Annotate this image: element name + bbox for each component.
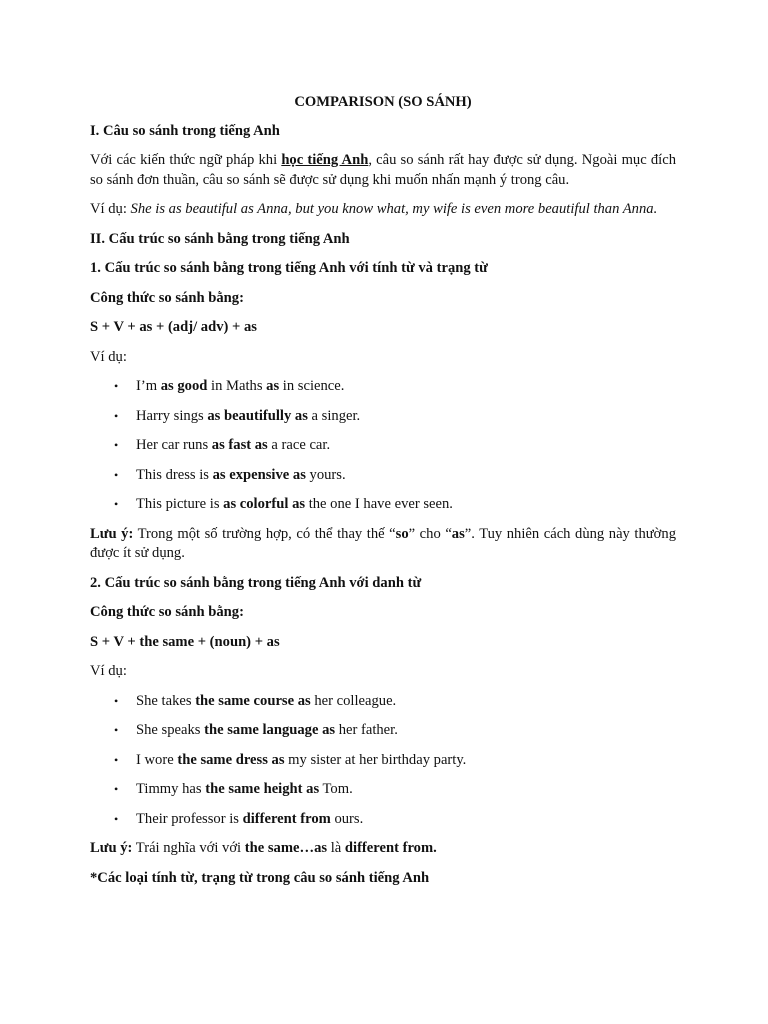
intro-text-before: Với các kiến thức ngữ pháp khi <box>90 152 282 168</box>
section-2-heading: II. Cấu trúc so sánh bằng trong tiếng Anh <box>90 230 350 247</box>
list-item: • Her car runs as fast as a race car. <box>114 436 676 456</box>
bullet-icon: • <box>114 782 119 796</box>
example-sentence: She is as beautiful as Anna, but you know what, my wife is even more beautiful than Anna. <box>130 201 658 217</box>
list-item: • Their professor is different from ours. <box>114 810 676 830</box>
list-item: • She speaks the same language as her father. <box>114 721 676 741</box>
bullet-icon: • <box>114 693 119 708</box>
intro-text-after: , câu so sánh rất hay được sử dụng. Ngoài mục đích so sánh đơn thuần, câu so sánh sẽ được sử dụng khi muốn nhấn mạnh ý trong câu. <box>90 152 676 188</box>
example-label: Ví dụ: <box>90 201 131 217</box>
section-1-heading: I. Câu so sánh trong tiếng Anh <box>90 122 280 139</box>
bullet-icon: • <box>114 752 119 767</box>
bullet-icon: • <box>114 438 119 452</box>
list-item: • Timmy has the same height as Tom. <box>114 780 676 800</box>
list-item: • She takes the same course as her colleague. <box>114 692 676 712</box>
bullet-icon: • <box>114 379 119 393</box>
note-label: Lưu ý: <box>90 840 133 856</box>
subsection-1-formula-label: Công thức so sánh bằng: <box>90 289 244 306</box>
section-1-example <box>90 200 676 220</box>
bullet-icon: • <box>114 811 119 826</box>
list-item: • I wore the same dress as my sister at her birthday party. <box>114 751 676 771</box>
subsection-1-note: Lưu ý: Trong một số trường hợp, có thể thay thế “so” cho “as”. Tuy nhiên cách dùng này thường được ít sử dụng. <box>90 525 676 561</box>
list-item: • Harry sings as beautifully as a singer. <box>114 407 676 427</box>
closing-heading: *Các loại tính từ, trạng từ trong câu so sánh tiếng Anh <box>90 869 430 886</box>
list-item: • This picture is as colorful as the one I have ever seen. <box>114 495 676 515</box>
hoc-tieng-anh-link[interactable]: học tiếng Anh <box>281 152 369 168</box>
bullet-icon: • <box>114 497 119 511</box>
section-1-intro <box>90 151 676 190</box>
subsection-2-note: Lưu ý: Trái nghĩa với với the same…as là different from. <box>90 840 437 856</box>
subsection-1-heading: 1. Cấu trúc so sánh bằng trong tiếng Anh với tính từ và trạng từ <box>90 260 488 276</box>
subsection-2-example-list <box>90 692 676 830</box>
subsection-2-formula: S + V + the same + (noun) + as <box>90 633 280 650</box>
subsection-1-example-list <box>90 377 676 515</box>
bullet-icon: • <box>114 467 119 482</box>
subsection-1-formula: S + V + as + (adj/ adv) + as <box>90 319 257 335</box>
note-label: Lưu ý: <box>90 525 134 542</box>
subsection-2-heading: 2. Cấu trúc so sánh bằng trong tiếng Anh với danh từ <box>90 574 422 591</box>
bullet-icon: • <box>114 408 119 423</box>
document-title: COMPARISON (SO SÁNH) <box>294 94 472 110</box>
bullet-icon: • <box>114 723 119 737</box>
subsection-1-example-label: Ví dụ: <box>90 348 127 365</box>
subsection-2-formula-label: Công thức so sánh bằng: <box>90 604 244 620</box>
list-item: • This dress is as expensive as yours. <box>114 466 676 486</box>
subsection-2-example-label: Ví dụ: <box>90 663 127 679</box>
list-item: • I’m as good in Maths as in science. <box>114 377 676 397</box>
